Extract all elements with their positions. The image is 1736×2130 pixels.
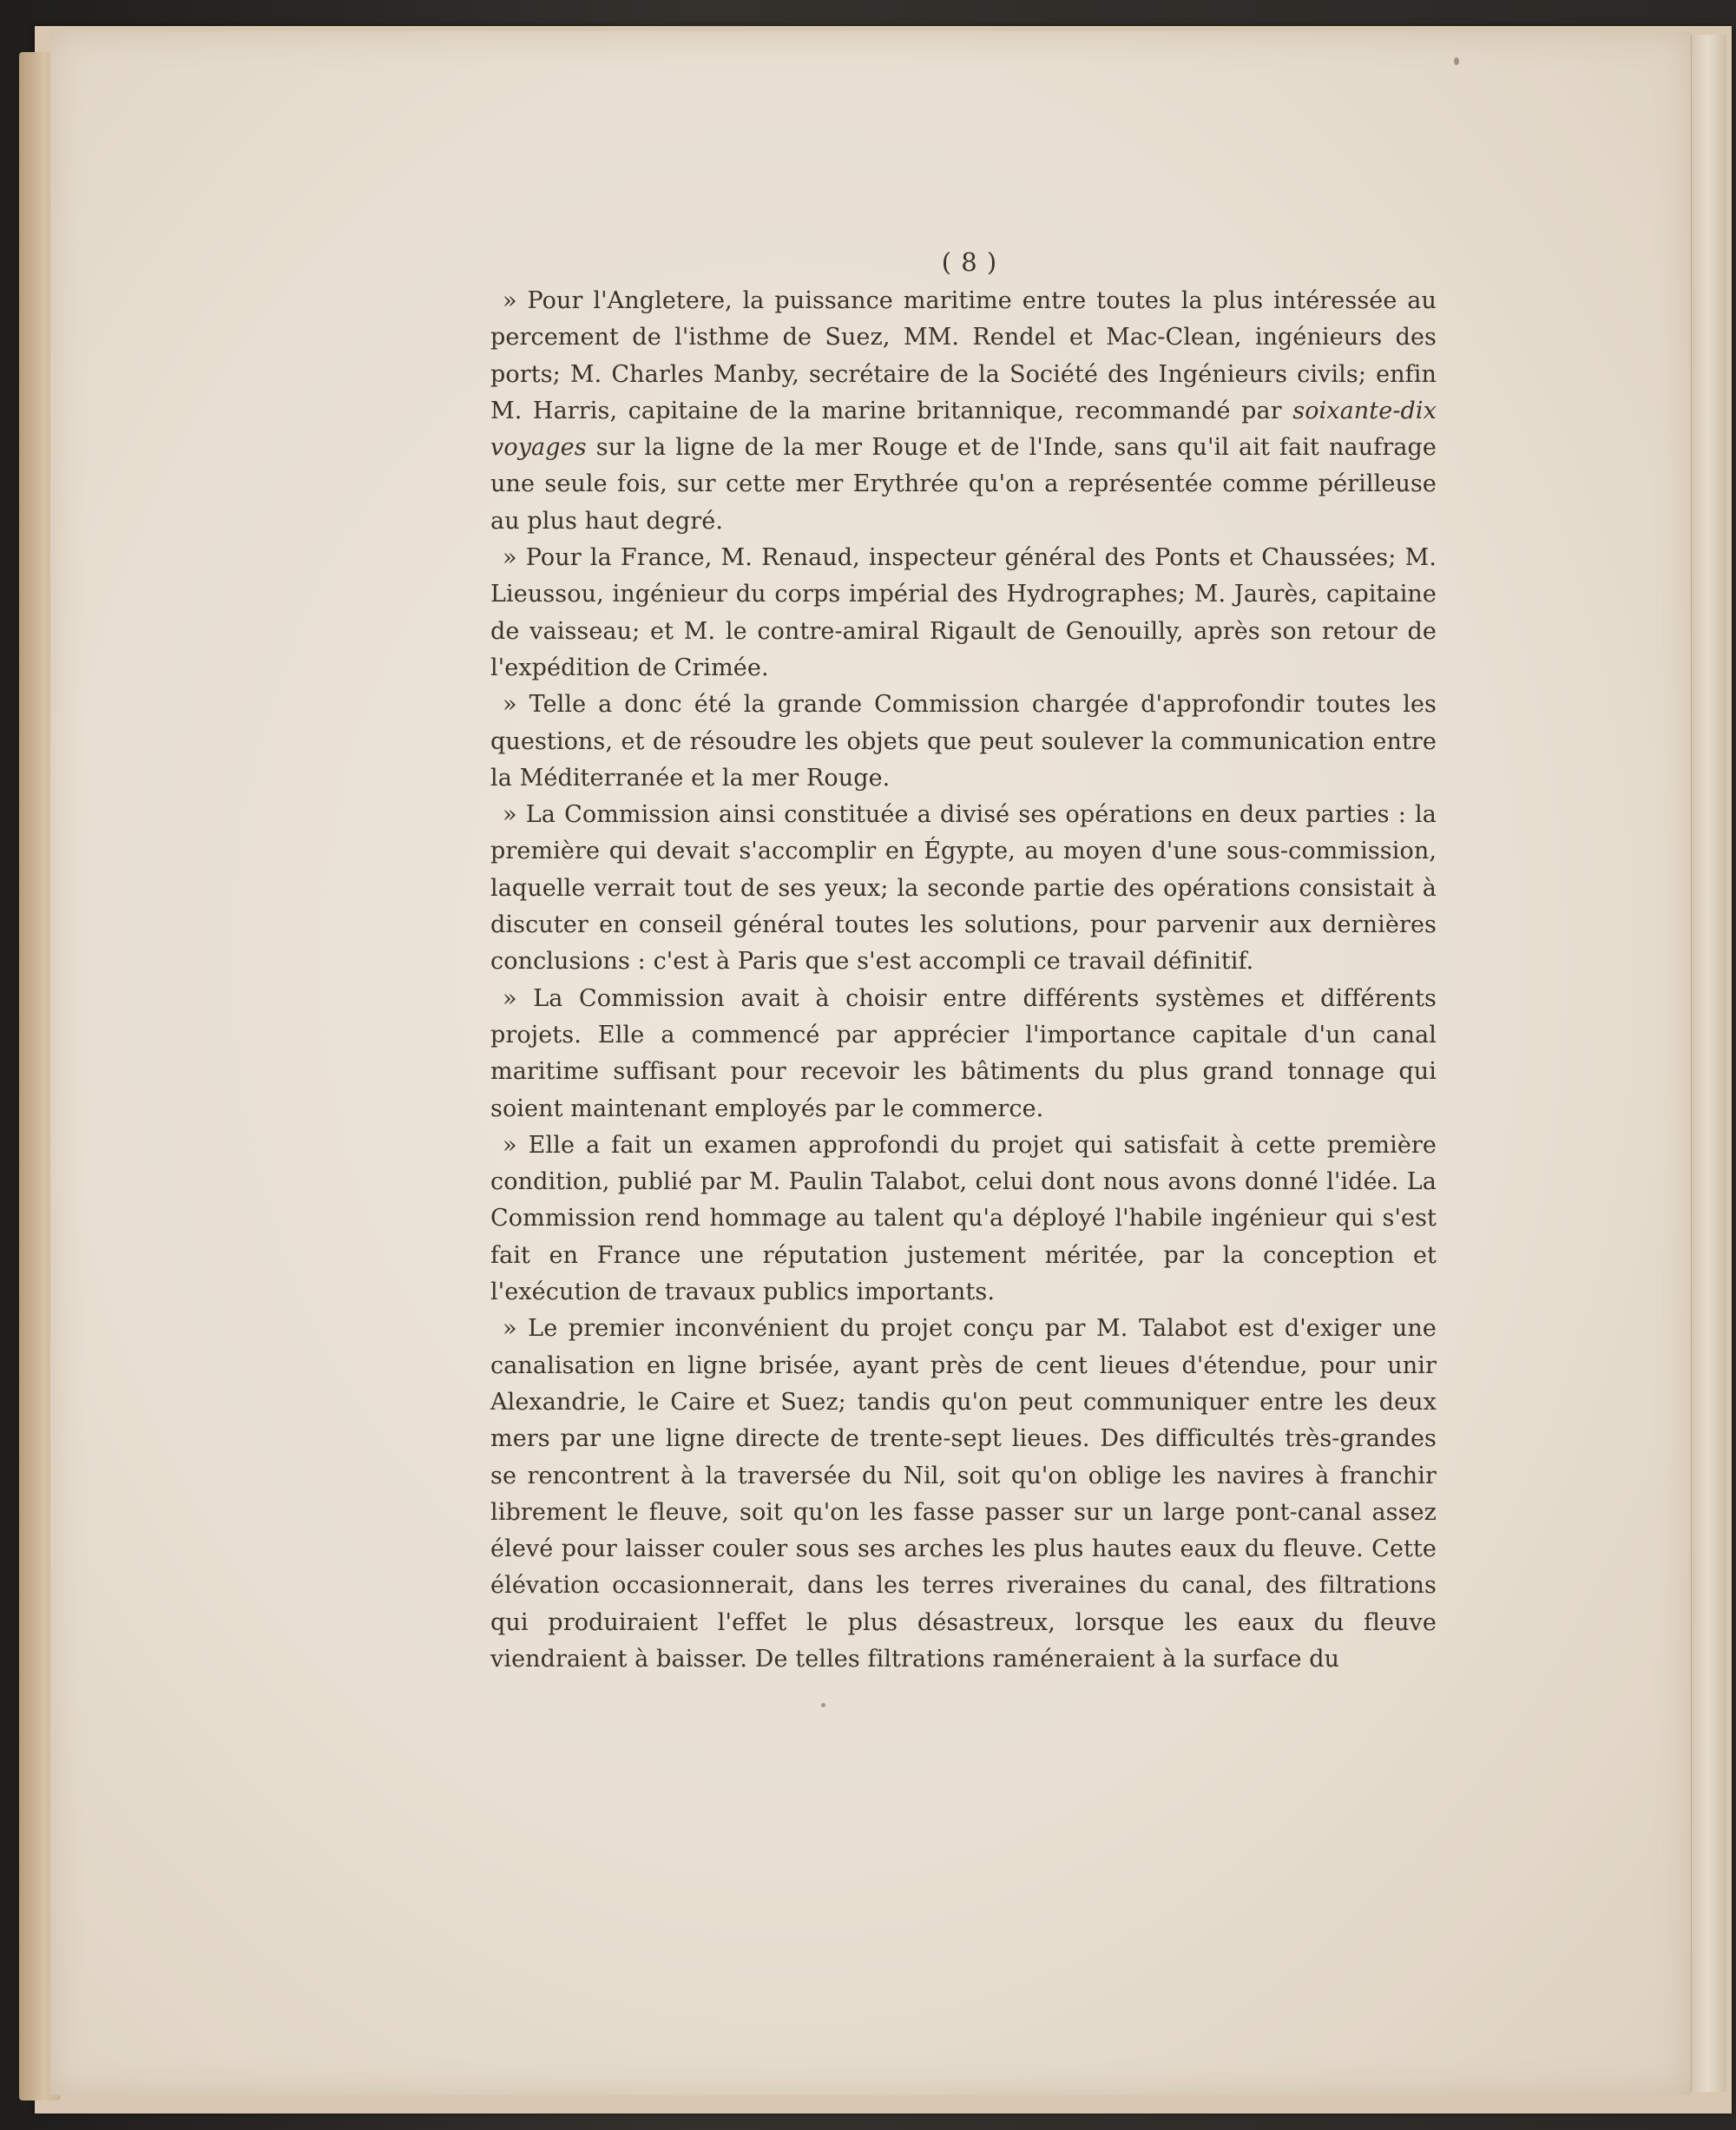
- page-number: ( 8 ): [941, 247, 998, 277]
- paragraph-1-start: » Pour l'Angletere, la puissance maritime entre toutes la plus intéressée au percement de l'isthme de Suez, MM. Rendel et Mac-Clean, ingénieurs des ports; M. Charles Manby, secrétaire de la Société des Ingénieurs civils; enfin M. Harris, capitaine de la marine britannique, recommandé par: [490, 287, 1437, 424]
- paragraph-1-end: sur la ligne de la mer Rouge et de l'Inde, sans qu'il ait fait naufrage une seule fois, sur cette mer Erythrée qu'on a représentée comme périlleuse au plus haut degré.: [490, 434, 1437, 535]
- ink-speck: [1454, 57, 1459, 65]
- paragraph-7: » Le premier inconvénient du projet conçu par M. Talabot est d'exiger une canalisation en ligne brisée, ayant près de cent lieues d'étendue, pour unir Alexandrie, le Caire et Suez; tandis qu'on peut communiquer entre les deux mers par une ligne directe de trente-sept lieues. Des difficultés très-grandes se rencontrent à la traversée du Nil, soit qu'on oblige les navires à franchir librement le fleuve, soit qu'on les fasse passer sur un large pont-canal assez élevé pour laisser couler sous ses arches les plus hautes eaux du fleuve. Cette élévation occasionnerait, dans les terres riveraines du canal, des filtrations qui produiraient l'effet le plus désastreux, lorsque les eaux du fleuve viendraient à baisser. De telles filtrations raméneraient à la surface du: [490, 1315, 1437, 1673]
- paragraph-1: [490, 283, 1437, 540]
- ink-speck: [821, 1703, 825, 1707]
- paragraph-3: » Telle a donc été la grande Commission chargée d'approfondir toutes les questions, et de résoudre les objets que peut soulever la communication entre la Méditerranée et la mer Rouge.: [490, 691, 1437, 792]
- paragraph-1-emphasis: soixante-dix voyages: [490, 397, 1437, 462]
- paragraph-5: » La Commission avait à choisir entre différents systèmes et différents projets. Elle a commencé par apprécier l'importance capitale d'un canal maritime suffisant pour recevoir les bâtiments du plus grand tonnage qui soient maintenant employés par le commerce.: [490, 984, 1437, 1122]
- paragraph-2: » Pour la France, M. Renaud, inspecteur général des Ponts et Chaussées; M. Lieussou, ingénieur du corps impérial des Hydrographes; M. Jaurès, capitaine de vaisseau; et M. le contre-amiral Rigault de Genouilly, après son retour de l'expédition de Crimée.: [490, 544, 1437, 681]
- page-fold-right: [1691, 35, 1726, 2092]
- text-column: [490, 245, 1437, 1678]
- paragraph-6: » Elle a fait un examen approfondi du projet qui satisfait à cette première condition, publié par M. Paulin Talabot, celui dont nous avons donné l'idée. La Commission rend hommage au talent qu'a déployé l'habile ingénieur qui s'est fait en France une réputation justement méritée, par la conception et l'exécution de travaux publics importants.: [490, 1131, 1437, 1306]
- paragraph-4: » La Commission ainsi constituée a divisé ses opérations en deux parties : la première qui devait s'accomplir en Égypte, au moyen d'une sous-commission, laquelle verrait tout de ses yeux; la seconde partie des opérations consistait à discuter en conseil général toutes les solutions, pour parvenir aux dernières conclusions : c'est à Paris que s'est accompli ce travail définitif.: [490, 801, 1437, 976]
